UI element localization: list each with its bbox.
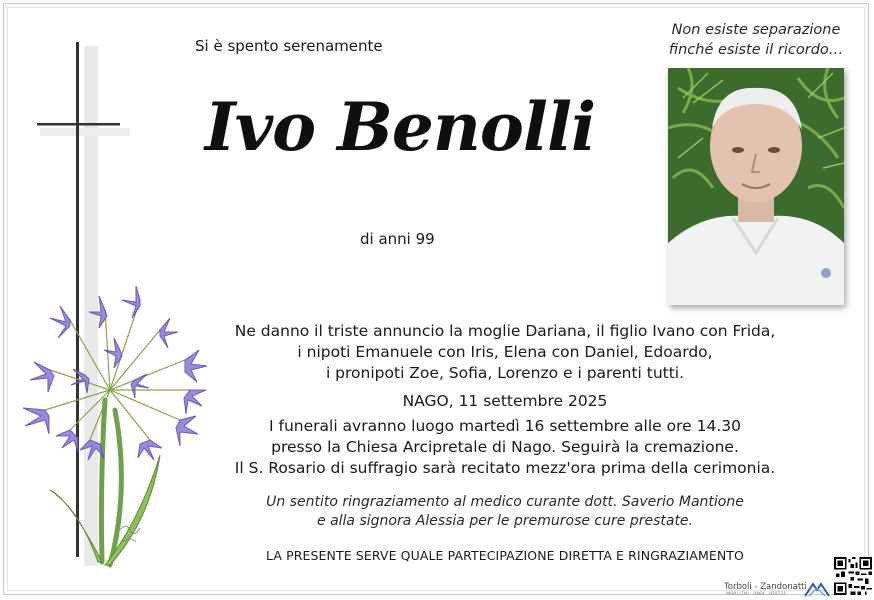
brand-subtitle: MORI (TN) · 0464 - 918715 [726, 592, 787, 597]
quote-line: Non esiste separazione [671, 22, 841, 38]
memorial-quote [648, 20, 864, 60]
flower-illustration [10, 280, 220, 570]
footer-notice: LA PRESENTE SERVE QUALE PARTECIPAZIONE DIRETTA E RINGRAZIAMENTO [266, 548, 744, 563]
brand-name: Torboli - Zandonatti [724, 582, 807, 592]
thanks-block [215, 493, 795, 531]
qr-code-icon[interactable] [834, 557, 872, 595]
announcement-line: i nipoti Emanuele con Iris, Elena con Daniel, Edoardo, [297, 343, 713, 361]
funeral-line: I funerali avranno luogo martedì 16 settembre alle ore 14.30 [269, 417, 741, 435]
place-date: NAGO, 11 settembre 2025 [402, 392, 608, 410]
portrait-photo [668, 68, 844, 305]
funeral-line: Il S. Rosario di suffragio sarà recitato mezz'ora prima della cerimonia. [234, 459, 776, 477]
thanks-line: Un sentito ringraziamento al medico curante dott. Saverio Mantione [266, 494, 744, 510]
funeral-line: presso la Chiesa Arcipretale di Nago. Seguirà la cremazione. [271, 438, 739, 456]
announcement-line: Ne danno il triste annuncio la moglie Dariana, il figlio Ivano con Frida, [234, 322, 776, 340]
quote-line: finché esiste il ricordo… [668, 42, 844, 58]
deceased-name: Ivo Benolli [204, 88, 596, 166]
funeral-details [215, 416, 795, 479]
intro-text: Si è spento serenamente [195, 37, 383, 55]
company-logo-icon [803, 582, 831, 598]
announcement-line: i pronipoti Zoe, Sofia, Lorenzo e i parenti tutti. [325, 364, 685, 382]
announcement-block [215, 321, 795, 384]
age-text: di anni 99 [360, 230, 435, 248]
thanks-line: e alla signora Alessia per le premurose cure prestate. [317, 513, 693, 529]
